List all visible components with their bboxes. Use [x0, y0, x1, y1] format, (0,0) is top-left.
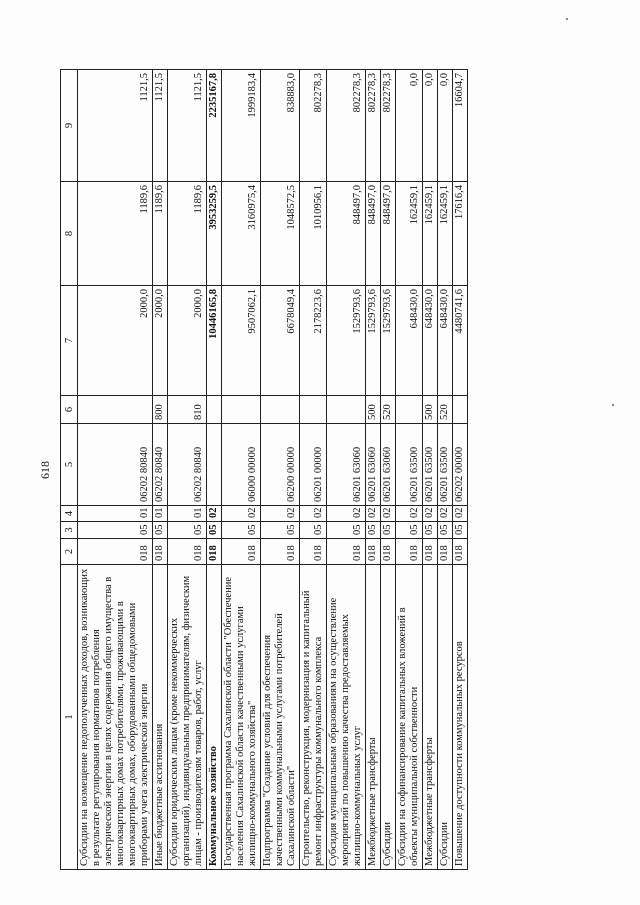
amount-cell: 1189,6	[153, 182, 168, 286]
row-name-cell: Иные бюджетные ассигнования	[153, 565, 168, 870]
row-name-cell: Межбюджетные трансферты	[366, 565, 381, 870]
code-cell: 018	[327, 539, 366, 565]
code-cell: 018	[438, 539, 453, 565]
amount-cell: 17616,4	[453, 182, 468, 286]
row-name-cell: Государственная программа Сахалинской области "Обеспечение населения Сахалинской области качественными услугами жилищно-коммунального хозяйства"	[222, 565, 261, 870]
amount-cell: 1529793,6	[366, 286, 381, 396]
section-cell: 05	[168, 522, 207, 539]
subsection-cell: 01	[153, 506, 168, 522]
amount-cell: 648430,0	[438, 286, 453, 396]
row-name-cell: Субсидии юридическим лицам (кроме некоммерческих организаций), индивидуальным предпринимателям, физическим лицам - производителям товаров, работ, услуг	[168, 565, 207, 870]
amount-cell: 848497,0	[366, 182, 381, 286]
target-article-cell: 06201 00000	[300, 424, 327, 506]
section-cell: 05	[366, 522, 381, 539]
col-header: 4	[61, 506, 78, 522]
target-article-cell: 06200 00000	[261, 424, 300, 506]
section-cell: 05	[396, 522, 423, 539]
row-name-cell: Субсидии	[438, 565, 453, 870]
target-article-cell: 06201 63060	[327, 424, 366, 506]
scan-speck	[566, 18, 568, 20]
subsection-cell: 02	[261, 506, 300, 522]
subsection-cell: 02	[423, 506, 438, 522]
expense-type-cell: 520	[438, 396, 453, 424]
expense-type-cell	[207, 396, 222, 424]
target-article-cell: 06202 00000	[453, 424, 468, 506]
code-cell: 018	[168, 539, 207, 565]
subsection-cell: 02	[327, 506, 366, 522]
section-cell: 05	[453, 522, 468, 539]
table-row	[423, 70, 438, 870]
row-name-cell: Строительство, реконструкция, модернизация и капитальный ремонт инфраструктуры коммунального комплекса	[300, 565, 327, 870]
amount-cell: 9507062,1	[222, 286, 261, 396]
subsection-cell: 02	[381, 506, 396, 522]
target-article-cell: 06201 63500	[438, 424, 453, 506]
section-cell: 05	[261, 522, 300, 539]
col-header: 1	[61, 565, 78, 870]
amount-cell: 848497,0	[381, 182, 396, 286]
amount-cell: 0,0	[423, 70, 438, 182]
amount-cell: 3160975,4	[222, 182, 261, 286]
code-cell: 018	[453, 539, 468, 565]
col-header: 7	[61, 286, 78, 396]
amount-cell: 1121,5	[153, 70, 168, 182]
row-name-cell: Субсидии	[381, 565, 396, 870]
target-article-cell: 06000 00000	[222, 424, 261, 506]
expense-type-cell: 500	[366, 396, 381, 424]
amount-cell: 1010956,1	[300, 182, 327, 286]
subsection-cell: 01	[168, 506, 207, 522]
amount-cell: 2235167,8	[207, 70, 222, 182]
table-row	[168, 70, 207, 870]
subsection-cell: 02	[207, 506, 222, 522]
amount-cell: 1121,5	[78, 70, 153, 182]
row-name-cell: Межбюджетные трансферты	[423, 565, 438, 870]
col-header: 5	[61, 424, 78, 506]
amount-cell: 1189,6	[78, 182, 153, 286]
table-row	[300, 70, 327, 870]
section-cell: 05	[381, 522, 396, 539]
amount-cell: 1999183,4	[222, 70, 261, 182]
expense-type-cell: 520	[381, 396, 396, 424]
amount-cell: 802278,3	[381, 70, 396, 182]
code-cell: 018	[222, 539, 261, 565]
amount-cell: 802278,3	[366, 70, 381, 182]
amount-cell: 1121,5	[168, 70, 207, 182]
section-cell: 05	[222, 522, 261, 539]
table-row	[396, 70, 423, 870]
expense-type-cell	[453, 396, 468, 424]
subsection-cell: 02	[222, 506, 261, 522]
code-cell: 018	[261, 539, 300, 565]
target-article-cell: 06202 80840	[153, 424, 168, 506]
section-cell: 05	[327, 522, 366, 539]
amount-cell: 1529793,6	[327, 286, 366, 396]
expense-type-cell	[300, 396, 327, 424]
expense-type-cell: 500	[423, 396, 438, 424]
expense-type-cell: 800	[153, 396, 168, 424]
col-header: 9	[61, 70, 78, 182]
amount-cell: 1189,6	[168, 182, 207, 286]
amount-cell: 1048572,5	[261, 182, 300, 286]
section-cell: 05	[153, 522, 168, 539]
subsection-cell: 02	[300, 506, 327, 522]
amount-cell: 2000,0	[78, 286, 153, 396]
expense-type-cell	[327, 396, 366, 424]
expense-type-cell	[78, 396, 153, 424]
subsection-cell: 01	[78, 506, 153, 522]
amount-cell: 4480741,6	[453, 286, 468, 396]
table-body	[78, 70, 468, 870]
target-article-cell: 06201 63060	[366, 424, 381, 506]
amount-cell: 3953259,5	[207, 182, 222, 286]
table-row	[381, 70, 396, 870]
target-article-cell: 06202 80840	[78, 424, 153, 506]
page-number: 618	[38, 461, 52, 479]
amount-cell: 2000,0	[168, 286, 207, 396]
col-header: 3	[61, 522, 78, 539]
amount-cell: 802278,3	[300, 70, 327, 182]
row-name-cell: Субсидия муниципальным образованиям на осуществление мероприятий по повышению качества предоставляемых жилищно-коммунальных услуг	[327, 565, 366, 870]
target-article-cell: 06201 63500	[396, 424, 423, 506]
col-header: 8	[61, 182, 78, 286]
table-row	[78, 70, 153, 870]
expense-type-cell	[261, 396, 300, 424]
budget-table	[60, 69, 468, 870]
rotated-table-wrapper	[38, 70, 590, 870]
section-cell: 05	[438, 522, 453, 539]
section-cell: 05	[423, 522, 438, 539]
amount-cell: 1529793,6	[381, 286, 396, 396]
subsection-cell: 02	[396, 506, 423, 522]
table-row	[222, 70, 261, 870]
amount-cell: 162459,1	[423, 182, 438, 286]
code-cell: 018	[381, 539, 396, 565]
col-header: 2	[61, 539, 78, 565]
subsection-cell: 02	[453, 506, 468, 522]
amount-cell: 2000,0	[153, 286, 168, 396]
section-cell: 05	[300, 522, 327, 539]
col-header: 6	[61, 396, 78, 424]
target-article-cell: 06201 63500	[423, 424, 438, 506]
section-cell: 05	[207, 522, 222, 539]
row-name-cell: Субсидии на возмещение недополученных доходов, возникающих в результате регулирования нормативов потребления электрической энергии в целях содержания общего имущества в многоквартирных домах потребителями, проживающими в многоквартирных домах, оборудованными общедомовыми приборами учета электрической энергии	[78, 565, 153, 870]
amount-cell: 16604,7	[453, 70, 468, 182]
amount-cell: 2178223,6	[300, 286, 327, 396]
amount-cell: 6678049,4	[261, 286, 300, 396]
amount-cell: 0,0	[396, 70, 423, 182]
target-article-cell: 06201 63060	[381, 424, 396, 506]
header-row	[61, 70, 78, 870]
amount-cell: 838883,0	[261, 70, 300, 182]
code-cell: 018	[366, 539, 381, 565]
amount-cell: 162459,1	[396, 182, 423, 286]
subsection-cell: 02	[438, 506, 453, 522]
expense-type-cell: 810	[168, 396, 207, 424]
row-name-cell: Субсидии на софинансирование капитальных вложений в объекты муниципальной собственности	[396, 565, 423, 870]
section-cell: 05	[78, 522, 153, 539]
subsection-cell: 02	[366, 506, 381, 522]
code-cell: 018	[78, 539, 153, 565]
code-cell: 018	[300, 539, 327, 565]
amount-cell: 848497,0	[327, 182, 366, 286]
row-name-cell: Подпрограмма "Создание условий для обеспечения качественными коммунальными услугами потребителей Сахалинской области"	[261, 565, 300, 870]
code-cell: 018	[396, 539, 423, 565]
expense-type-cell	[222, 396, 261, 424]
code-cell: 018	[153, 539, 168, 565]
amount-cell: 648430,0	[423, 286, 438, 396]
target-article-cell	[207, 424, 222, 506]
table-row	[438, 70, 453, 870]
expense-type-cell	[396, 396, 423, 424]
table-row	[207, 70, 222, 870]
amount-cell: 802278,3	[327, 70, 366, 182]
table-row	[153, 70, 168, 870]
amount-cell: 10446165,8	[207, 286, 222, 396]
table-row	[453, 70, 468, 870]
table-row	[366, 70, 381, 870]
scan-speck	[612, 404, 614, 406]
code-cell: 018	[207, 539, 222, 565]
row-name-cell: Коммунальное хозяйство	[207, 565, 222, 870]
amount-cell: 162459,1	[438, 182, 453, 286]
amount-cell: 0,0	[438, 70, 453, 182]
code-cell: 018	[423, 539, 438, 565]
amount-cell: 648430,0	[396, 286, 423, 396]
row-name-cell: Повышение доступности коммунальных ресурсов	[453, 565, 468, 870]
table-row	[327, 70, 366, 870]
target-article-cell: 06202 80840	[168, 424, 207, 506]
table-row	[261, 70, 300, 870]
